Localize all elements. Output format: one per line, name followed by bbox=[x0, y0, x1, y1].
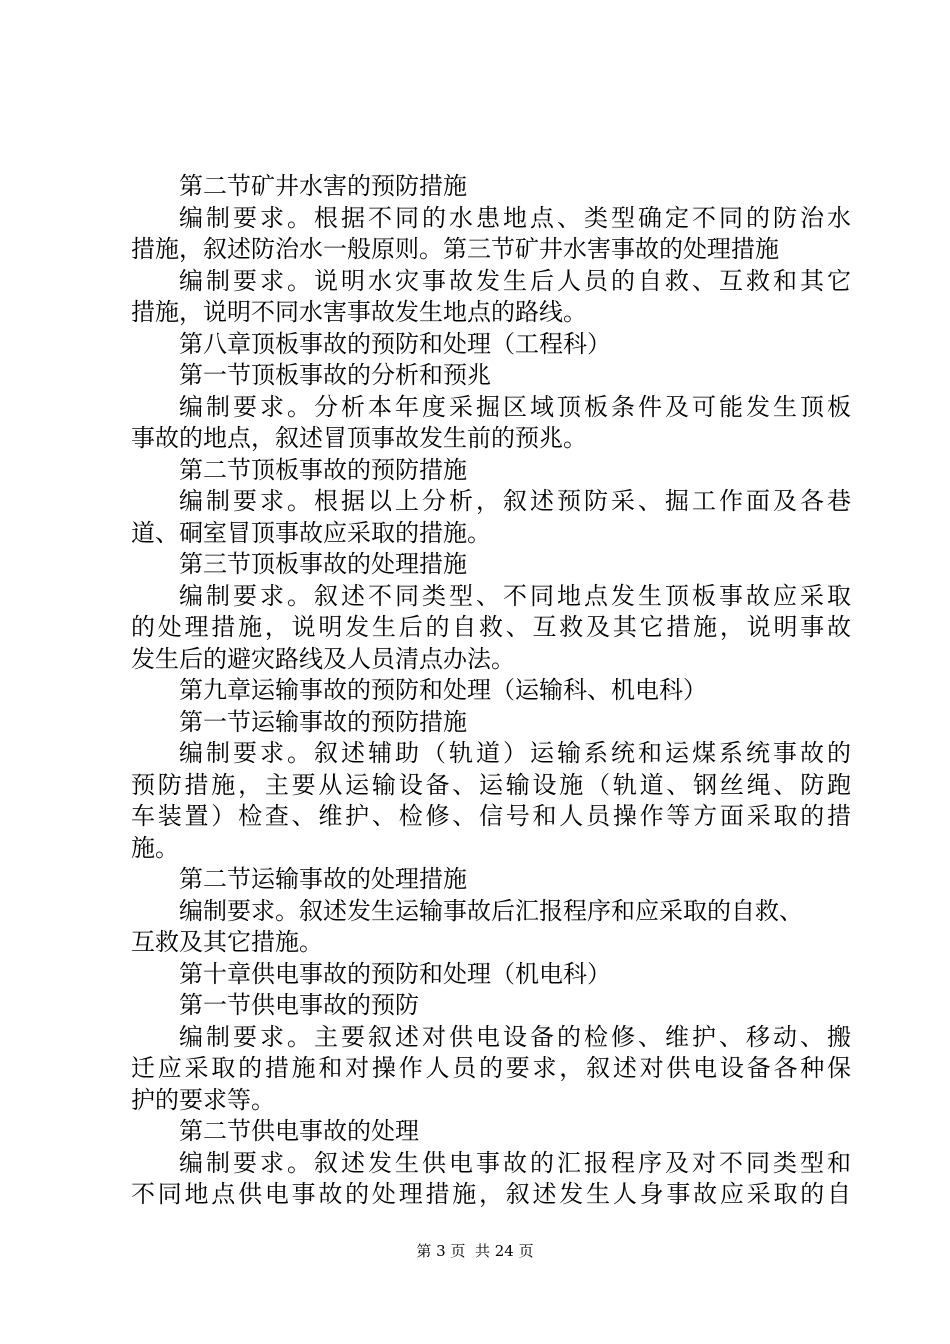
paragraph-line: 道、硐室冒顶事故应采取的措施。 bbox=[131, 518, 491, 547]
paragraph-line: 预防措施，主要从运输设备、运输设施（轨道、钢丝绳、防跑 bbox=[131, 770, 851, 799]
paragraph-line: 编制要求。说明水灾事故发生后人员的自救、互救和其它 bbox=[179, 266, 851, 295]
chapter-heading: 第八章顶板事故的预防和处理（工程科） bbox=[179, 329, 611, 358]
paragraph-line: 的处理措施，说明发生后的自救、互救及其它措施，说明事故 bbox=[131, 613, 851, 641]
chapter-heading: 第九章运输事故的预防和处理（运输科、机电科） bbox=[179, 676, 707, 704]
paragraph-line: 护的要求等。 bbox=[131, 1085, 275, 1114]
section-heading: 第二节运输事故的处理措施 bbox=[179, 865, 467, 893]
paragraph-line: 编制要求。叙述不同类型、不同地点发生顶板事故应采取 bbox=[179, 581, 851, 610]
section-heading: 第一节供电事故的预防 bbox=[179, 991, 419, 1019]
paragraph-line: 编制要求。叙述发生供电事故的汇报程序及对不同类型和 bbox=[179, 1148, 851, 1177]
paragraph-line: 施。 bbox=[131, 833, 179, 862]
section-heading: 第一节运输事故的预防措施 bbox=[179, 707, 467, 736]
paragraph-line: 互救及其它措施。 bbox=[131, 928, 323, 956]
section-heading: 第二节供电事故的处理 bbox=[179, 1117, 419, 1145]
paragraph-line: 措施，叙述防治水一般原则。第三节矿井水害事故的处理措施 bbox=[131, 235, 779, 263]
paragraph-line: 编制要求。根据以上分析，叙述预防采、掘工作面及各巷 bbox=[179, 487, 851, 515]
section-heading: 第二节顶板事故的预防措施 bbox=[179, 455, 467, 484]
paragraph-line: 事故的地点，叙述冒顶事故发生前的预兆。 bbox=[131, 424, 587, 452]
section-heading: 第一节顶板事故的分析和预兆 bbox=[179, 361, 491, 389]
section-heading: 第三节顶板事故的处理措施 bbox=[179, 550, 467, 578]
paragraph-line: 迁应采取的措施和对操作人员的要求，叙述对供电设备各种保 bbox=[131, 1054, 851, 1082]
page-number-footer: 第 3 页 共 24 页 bbox=[416, 1242, 534, 1260]
paragraph-line: 编制要求。叙述辅助（轨道）运输系统和运煤系统事故的 bbox=[179, 739, 851, 767]
paragraph-line: 发生后的避灾路线及人员清点办法。 bbox=[131, 644, 515, 673]
document-body bbox=[131, 171, 851, 1211]
paragraph-line: 编制要求。叙述发生运输事故后汇报程序和应采取的自救、 bbox=[179, 896, 803, 925]
paragraph-line: 编制要求。主要叙述对供电设备的检修、维护、移动、搬 bbox=[179, 1022, 851, 1051]
paragraph-line: 车装置）检查、维护、检修、信号和人员操作等方面采取的措 bbox=[131, 802, 851, 830]
paragraph-line: 编制要求。根据不同的水患地点、类型确定不同的防治水 bbox=[179, 203, 851, 232]
paragraph-line: 措施，说明不同水害事故发生地点的路线。 bbox=[131, 298, 587, 326]
chapter-heading: 第十章供电事故的预防和处理（机电科） bbox=[179, 959, 611, 988]
paragraph-line: 不同地点供电事故的处理措施，叙述发生人身事故应采取的自 bbox=[131, 1180, 851, 1208]
section-heading: 第二节矿井水害的预防措施 bbox=[179, 172, 467, 200]
paragraph-line: 编制要求。分析本年度采掘区域顶板条件及可能发生顶板 bbox=[179, 392, 851, 421]
